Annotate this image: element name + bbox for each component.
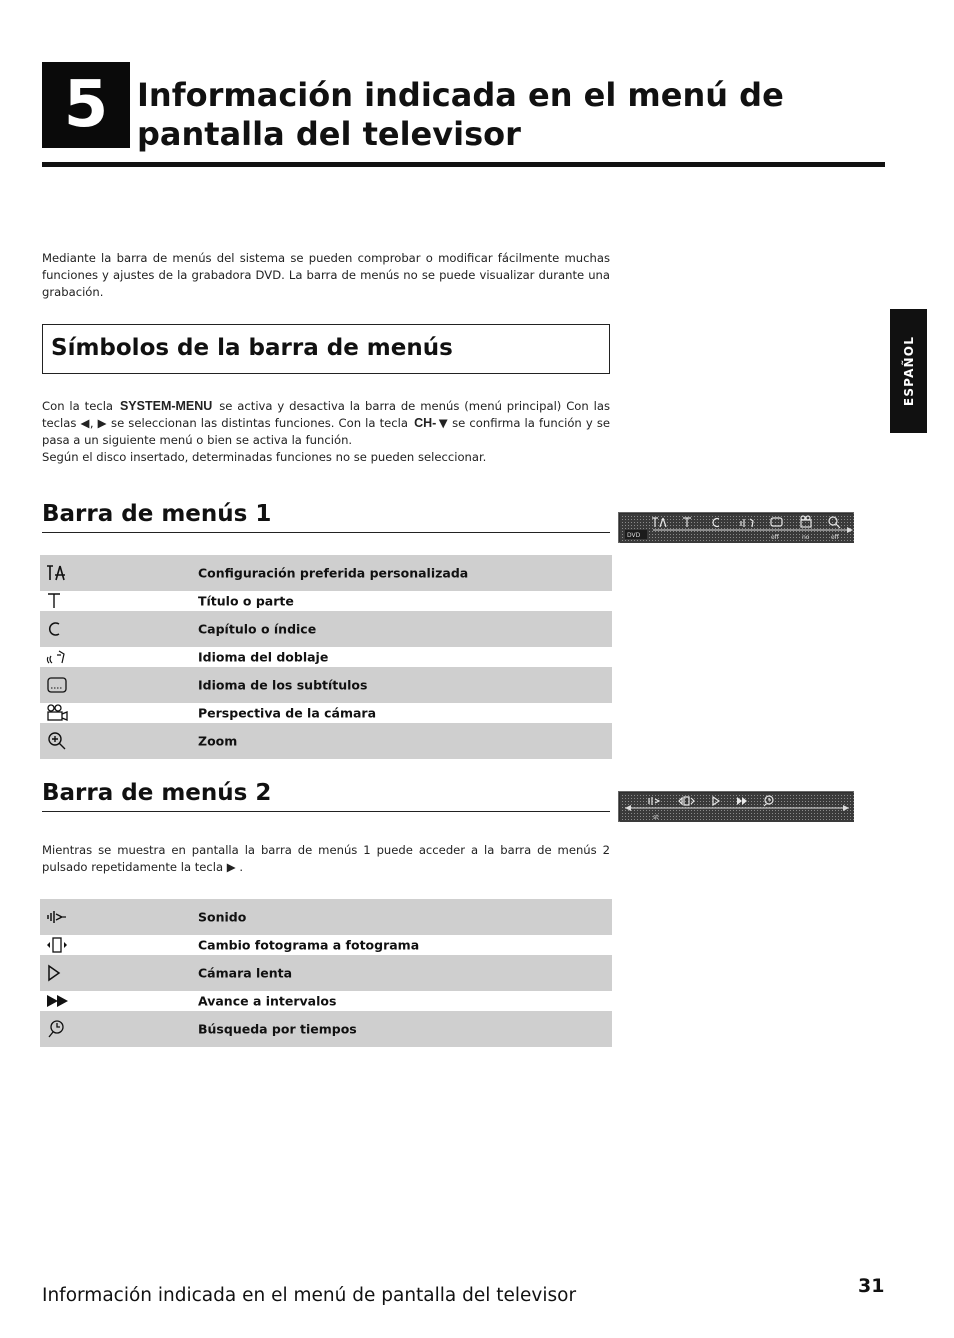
row-label: Perspectiva de la cámara <box>198 705 377 721</box>
table-row <box>40 703 612 723</box>
menubar2-heading <box>42 780 610 812</box>
table-row <box>40 1011 612 1047</box>
row-label: Idioma de los subtítulos <box>198 677 368 693</box>
row-label: Avance a intervalos <box>198 993 337 1009</box>
table-row <box>40 591 612 611</box>
time-search-icon <box>46 1019 70 1039</box>
table-row <box>40 991 612 1011</box>
instr-line-2: Según el disco insertado, determinadas funciones no se pueden seleccionar. <box>42 450 487 464</box>
row-label: Título o parte <box>198 593 294 609</box>
menubar2-table <box>40 899 612 1047</box>
arrow-left-icon: ◀ <box>80 416 90 430</box>
menubar2-text: Mientras se muestra en pantalla la barra de menús 1 puede acceder a la barra de menús 2 pulsado repetidamente la tecla <box>42 843 610 874</box>
footer-text: Información indicada en el menú de pantalla del televisor <box>42 1285 577 1306</box>
instr-text-4: se confirma la función y se pasa a un siguiente menú o bien se activa la función. <box>42 416 610 447</box>
row-label: Zoom <box>198 733 238 749</box>
language-tab <box>890 309 927 433</box>
row-label: Idioma del doblaje <box>198 649 329 665</box>
row-label: Búsqueda por tiempos <box>198 1021 357 1037</box>
menubar1-heading-text: Barra de menús 1 <box>42 501 272 527</box>
menubar1-value-zoom: off <box>831 534 839 541</box>
table-row <box>40 555 612 591</box>
fast-forward-icon <box>46 991 70 1011</box>
audio-language-icon <box>46 647 70 667</box>
subtitle-icon <box>46 675 70 695</box>
table-row <box>40 647 612 667</box>
zoom-icon <box>46 731 70 751</box>
arrow-right-icon: ▶ <box>97 416 107 430</box>
row-label: Cambio fotograma a fotograma <box>198 937 420 953</box>
menubar1-heading <box>42 501 610 533</box>
instructions-paragraph <box>42 398 610 466</box>
table-row <box>40 955 612 991</box>
table-row <box>40 899 612 935</box>
ch-key: CH- <box>414 416 437 430</box>
row-label: Configuración preferida personalizada <box>198 565 469 581</box>
menubar2-paragraph <box>42 842 610 876</box>
row-label: Capítulo o índice <box>198 621 317 637</box>
language-tab-label: ESPAÑOL <box>901 335 916 407</box>
arrow-down-icon: ▼ <box>438 416 449 430</box>
menubar2-heading-text: Barra de menús 2 <box>42 780 272 806</box>
instr-comma: , <box>89 416 94 430</box>
arrow-right-icon: ▶ <box>226 860 236 874</box>
menubar2-value: st <box>653 814 659 821</box>
menubar1-value-subtitle: off <box>771 534 779 541</box>
instr-text-3: se seleccionan las distintas funciones. Con la tecla <box>111 416 408 430</box>
symbols-heading-text: Símbolos de la barra de menús <box>51 335 453 361</box>
slow-motion-icon <box>46 963 70 983</box>
table-row <box>40 935 612 955</box>
instr-text-2: se activa y desactiva la barra de menús (menú principal) Con las teclas <box>42 399 611 430</box>
instr-text-1: Con la tecla <box>42 399 114 413</box>
row-label: Cámara lenta <box>198 965 293 981</box>
menubar1-table <box>40 555 612 759</box>
menubar1-screen <box>618 512 854 543</box>
menubar2-screen <box>618 791 854 822</box>
chapter-number: 5 <box>42 62 130 148</box>
title-icon <box>46 591 70 611</box>
table-row <box>40 667 612 703</box>
chapter-title: Información indicada en el menú de pantalla del televisor <box>137 76 784 153</box>
system-menu-key: SYSTEM-MENU <box>119 399 213 413</box>
row-label: Sonido <box>198 909 247 925</box>
chapter-divider <box>42 162 885 167</box>
page-number: 31 <box>858 1275 885 1297</box>
svg-text:DVD: DVD <box>627 532 641 539</box>
menubar2-text-end: . <box>239 860 244 874</box>
table-row <box>40 611 612 647</box>
sound-icon <box>46 907 70 927</box>
table-row <box>40 723 612 759</box>
camera-angle-icon <box>46 703 70 723</box>
tools-icon <box>46 563 70 583</box>
menubar1-value-angle: no <box>802 534 810 541</box>
intro-paragraph: Mediante la barra de menús del sistema se pueden comprobar o modificar fácilmente muchas funciones y ajustes de la grabadora DVD. La barra de menús no se puede visualizar durante una grabación. <box>42 251 610 299</box>
symbols-heading <box>42 324 610 374</box>
frame-step-icon <box>46 935 70 955</box>
chapter-icon <box>46 619 70 639</box>
